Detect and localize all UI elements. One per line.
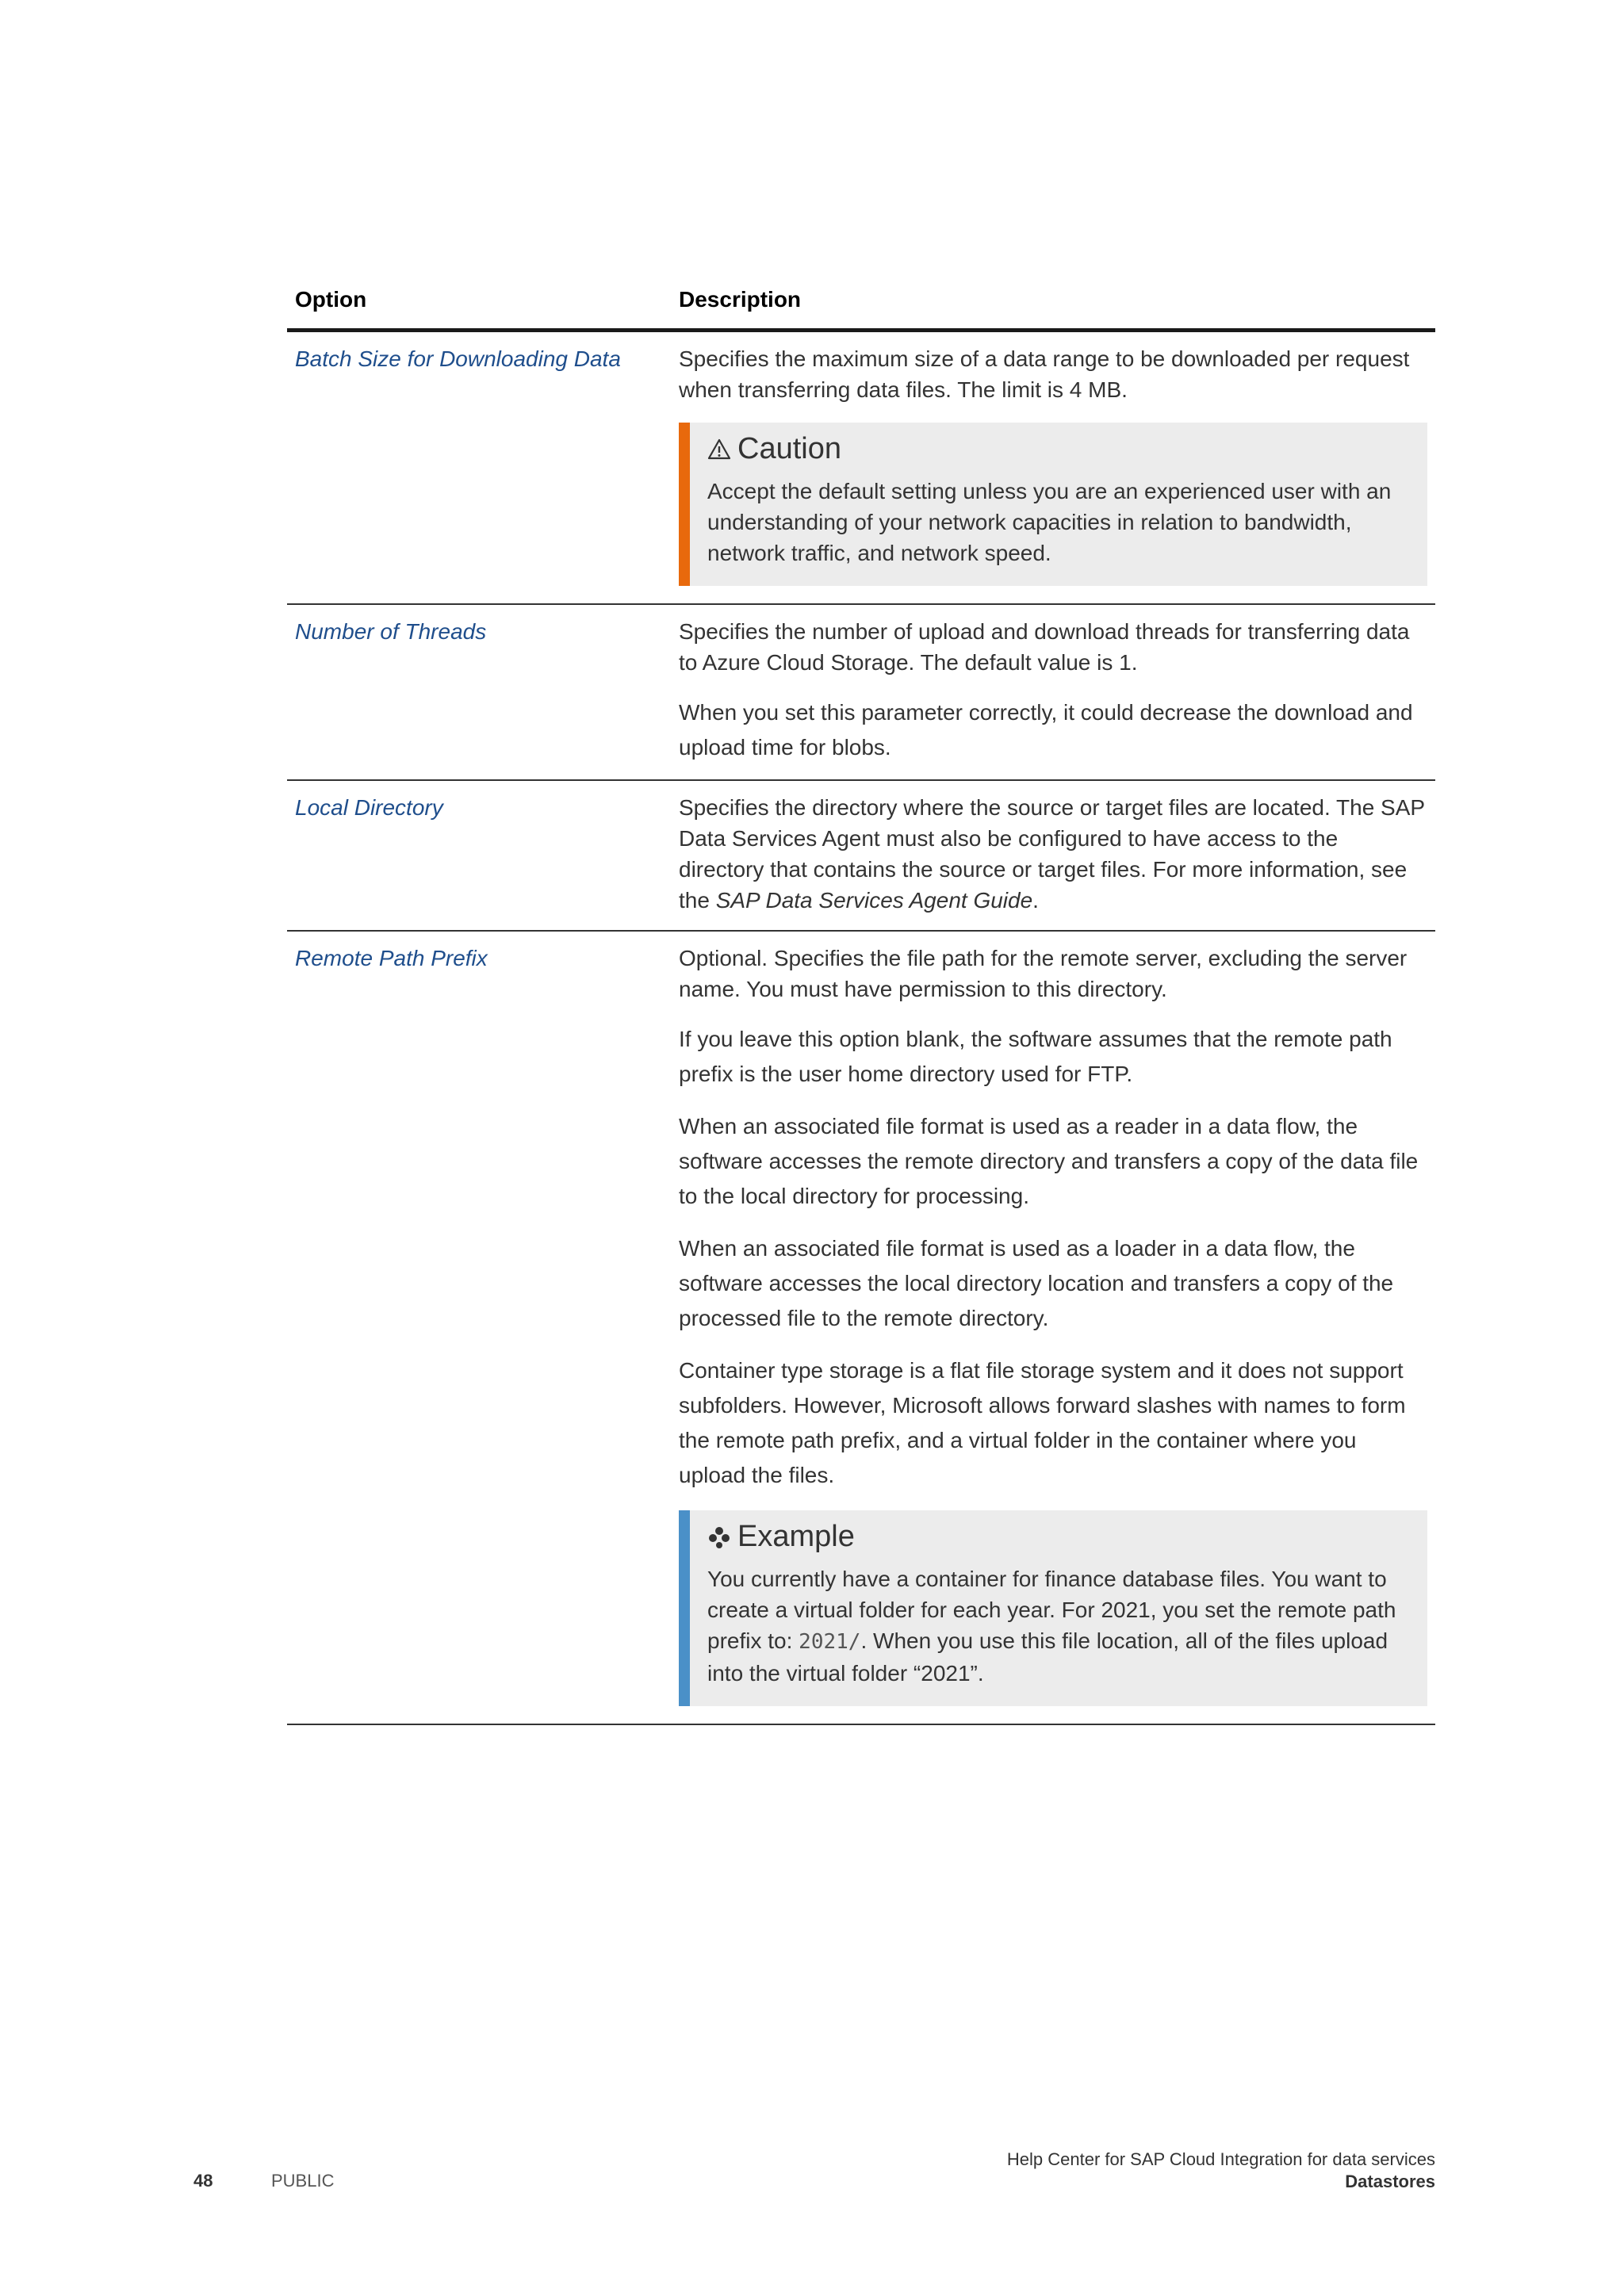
header-description: Description xyxy=(679,287,802,312)
description-text: Specifies the number of upload and download threads for transferring data to Azure Cloud Storage. The default value is 1. xyxy=(679,619,1410,675)
warning-icon xyxy=(707,438,731,461)
description-text: When an associated file format is used as a loader in a data flow, the software accesses the local directory location and transfers a copy of the processed file to the remote directory. xyxy=(679,1236,1394,1330)
example-box xyxy=(679,1510,1427,1706)
example-text-part: You currently have a container for finance database files. You want to create a virtual folder for each year. For 2021, you set the remote path prefix to: xyxy=(707,1567,1396,1653)
table-row xyxy=(287,932,1435,1725)
description-text xyxy=(679,792,1427,916)
table-row xyxy=(287,605,1435,781)
classification-label: PUBLIC xyxy=(271,2171,335,2191)
header-option: Option xyxy=(295,287,367,312)
description-text: When an associated file format is used as a reader in a data flow, the software accesses the remote directory and transfers a copy of the data file to the local directory for processing. xyxy=(679,1114,1419,1208)
description-text: If you leave this option blank, the software assumes that the remote path prefix is the user home directory used for FTP. xyxy=(679,1027,1392,1086)
footer-section: Datastores xyxy=(1345,2172,1435,2191)
option-link-number-of-threads[interactable]: Number of Threads xyxy=(295,619,487,644)
option-link-batch-size[interactable]: Batch Size for Downloading Data xyxy=(295,346,621,371)
footer-doc-info xyxy=(1007,2149,1435,2193)
example-title: Example xyxy=(737,1520,855,1553)
example-code: 2021/ xyxy=(799,1630,861,1654)
option-link-remote-path-prefix[interactable]: Remote Path Prefix xyxy=(295,946,488,970)
description-cell xyxy=(671,332,1435,603)
description-text: When you set this parameter correctly, it could decrease the download and upload time for blobs. xyxy=(679,700,1413,760)
table-row xyxy=(287,781,1435,932)
description-text-part: Specifies the directory where the source or target files are located. The SAP Data Services Agent must also be configured to have access to the directory that contains the source or target files. For more information, see the xyxy=(679,795,1425,913)
description-cell xyxy=(671,605,1435,779)
table-header xyxy=(287,279,1435,332)
example-text xyxy=(707,1563,1411,1689)
description-text: Container type storage is a flat file storage system and it does not support subfolders. However, Microsoft allows forward slashes with names to form the remote path prefix, and a virtual folder in the container where you upload the files. xyxy=(679,1358,1406,1487)
caution-text: Accept the default setting unless you are an experienced user with an understanding of your network capacities in relation to bandwidth, network traffic, and network speed. xyxy=(707,479,1392,565)
description-text-part: . xyxy=(1032,888,1039,913)
options-table xyxy=(287,279,1435,1725)
example-icon xyxy=(707,1525,731,1549)
description-text: Optional. Specifies the file path for the remote server, excluding the server name. You must have permission to this directory. xyxy=(679,946,1408,1001)
page-number: 48 xyxy=(193,2171,213,2191)
caution-box xyxy=(679,423,1427,586)
table-row xyxy=(287,332,1435,605)
option-link-local-directory[interactable]: Local Directory xyxy=(295,795,443,820)
caution-title: Caution xyxy=(737,432,841,465)
example-header xyxy=(707,1521,1411,1552)
description-text: Specifies the maximum size of a data range to be downloaded per request when transferring data files. The limit is 4 MB. xyxy=(679,346,1410,402)
footer-doc-title: Help Center for SAP Cloud Integration for data services xyxy=(1006,2149,1435,2169)
example-text-part: . When you use this file location, all of the files upload into the virtual folder “2021”. xyxy=(707,1628,1388,1686)
description-cell xyxy=(671,781,1435,930)
description-cell xyxy=(671,932,1435,1724)
agent-guide-reference: SAP Data Services Agent Guide xyxy=(715,888,1033,913)
caution-header xyxy=(707,434,1411,465)
